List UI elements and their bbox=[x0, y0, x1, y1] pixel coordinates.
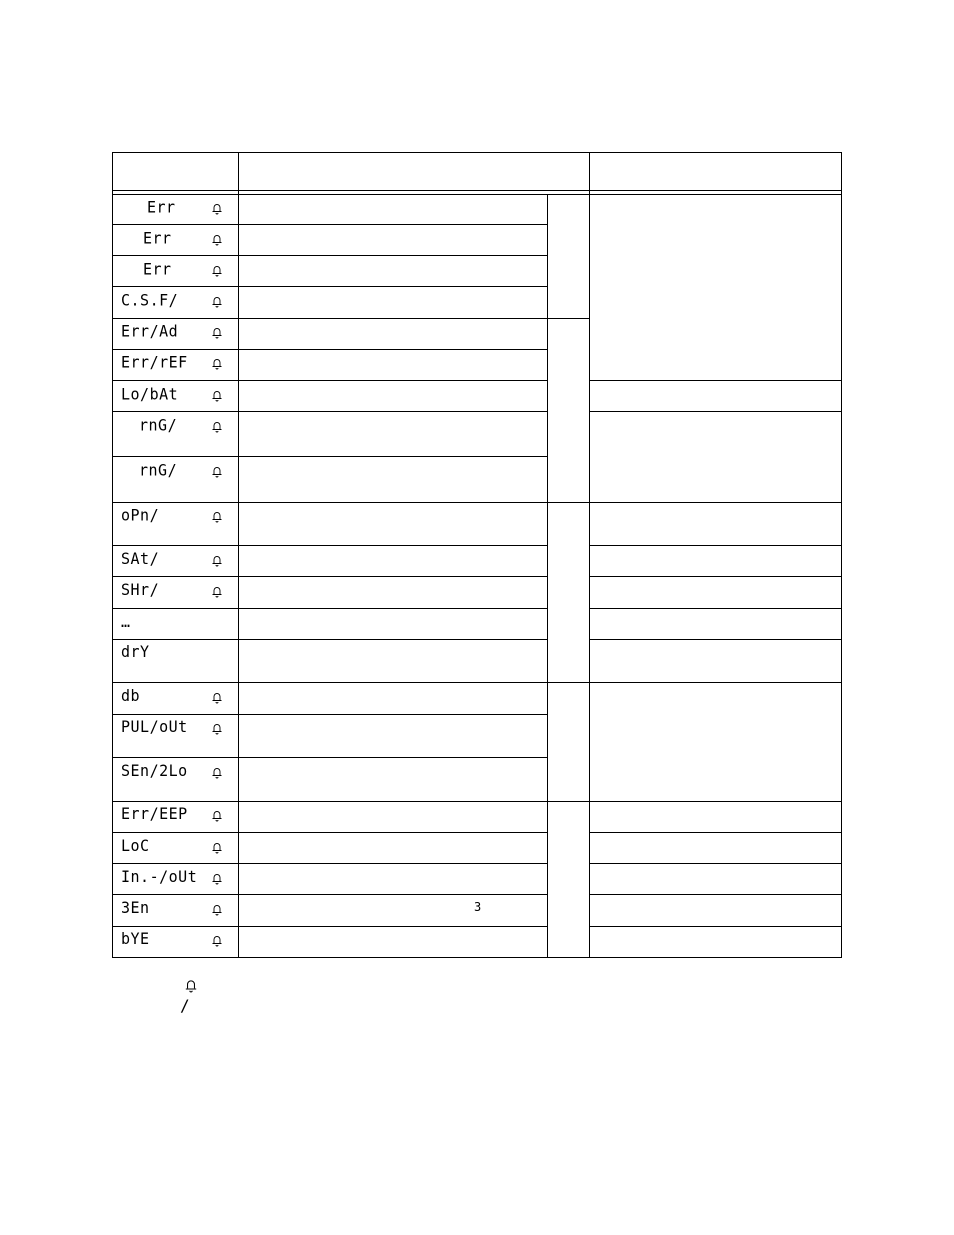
bell-icon bbox=[211, 934, 223, 947]
bell-icon bbox=[211, 691, 223, 704]
row-rule bbox=[113, 255, 547, 256]
row-rule bbox=[589, 411, 841, 412]
column-divider-1 bbox=[238, 153, 239, 957]
error-code: Err bbox=[143, 259, 172, 279]
legend-slash: / bbox=[180, 996, 190, 1015]
row-rule bbox=[113, 682, 841, 683]
row-rule bbox=[113, 714, 547, 715]
row-rule bbox=[589, 832, 841, 833]
inline-segment-mark: 3 bbox=[474, 900, 482, 914]
bell-icon bbox=[211, 326, 223, 339]
row-rule bbox=[113, 757, 547, 758]
bell-icon bbox=[211, 841, 223, 854]
bell-icon bbox=[211, 389, 223, 402]
row-rule bbox=[589, 894, 841, 895]
bell-icon bbox=[211, 585, 223, 598]
error-code: bYE bbox=[121, 929, 150, 949]
bell-icon bbox=[211, 809, 223, 822]
row-rule bbox=[113, 545, 547, 546]
error-code: 3En bbox=[121, 898, 150, 918]
row-rule bbox=[113, 349, 547, 350]
row-rule bbox=[589, 863, 841, 864]
row-rule bbox=[113, 639, 547, 640]
header-rule-2 bbox=[113, 194, 841, 195]
error-code: rnG/ bbox=[139, 460, 178, 480]
error-code: Err bbox=[143, 228, 172, 248]
error-code: Err bbox=[147, 197, 176, 217]
row-rule bbox=[113, 576, 547, 577]
row-rule bbox=[113, 502, 841, 503]
error-code: PUL/oUt bbox=[121, 717, 188, 737]
row-rule bbox=[113, 608, 547, 609]
error-code: LoC bbox=[121, 836, 150, 856]
row-rule bbox=[113, 411, 547, 412]
error-code: Err/Ad bbox=[121, 321, 179, 341]
error-code: db bbox=[121, 686, 141, 706]
row-rule bbox=[113, 286, 547, 287]
row-rule bbox=[589, 608, 841, 609]
row-rule bbox=[589, 576, 841, 577]
group-divider-left bbox=[547, 195, 548, 957]
bell-icon bbox=[211, 233, 223, 246]
bell-icon bbox=[211, 465, 223, 478]
row-rule bbox=[589, 545, 841, 546]
row-rule bbox=[589, 639, 841, 640]
error-code: rnG/ bbox=[139, 415, 178, 435]
error-code: In.-/oUt bbox=[121, 867, 198, 887]
row-rule bbox=[113, 832, 547, 833]
column-divider-2 bbox=[589, 153, 590, 195]
row-rule bbox=[113, 863, 547, 864]
bell-icon bbox=[211, 295, 223, 308]
row-rule bbox=[113, 894, 547, 895]
error-code: Lo/bAt bbox=[121, 384, 179, 404]
row-rule bbox=[113, 380, 547, 381]
error-code: Err/EEP bbox=[121, 804, 188, 824]
header-rule-1 bbox=[113, 190, 841, 191]
bell-icon bbox=[211, 722, 223, 735]
bell-icon bbox=[211, 510, 223, 523]
legend-bell-icon bbox=[184, 978, 198, 993]
error-code: SEn/2Lo bbox=[121, 761, 188, 781]
row-rule bbox=[589, 380, 841, 381]
error-code: Err/rEF bbox=[121, 352, 188, 372]
row-rule bbox=[589, 926, 841, 927]
error-code: SAt/ bbox=[121, 549, 160, 569]
error-code: … bbox=[121, 612, 131, 632]
bell-icon bbox=[211, 420, 223, 433]
error-code: oPn/ bbox=[121, 505, 160, 525]
bell-icon bbox=[211, 357, 223, 370]
error-code: SHr/ bbox=[121, 580, 160, 600]
row-rule bbox=[113, 926, 547, 927]
bell-icon bbox=[211, 264, 223, 277]
row-rule bbox=[113, 801, 841, 802]
bell-icon bbox=[211, 554, 223, 567]
row-rule bbox=[113, 224, 547, 225]
bell-icon bbox=[211, 202, 223, 215]
error-code: C.S.F/ bbox=[121, 290, 179, 310]
bell-icon bbox=[211, 766, 223, 779]
row-rule bbox=[113, 318, 589, 319]
bell-icon bbox=[211, 872, 223, 885]
error-code: drY bbox=[121, 642, 150, 662]
row-rule bbox=[113, 456, 547, 457]
bell-icon bbox=[211, 903, 223, 916]
